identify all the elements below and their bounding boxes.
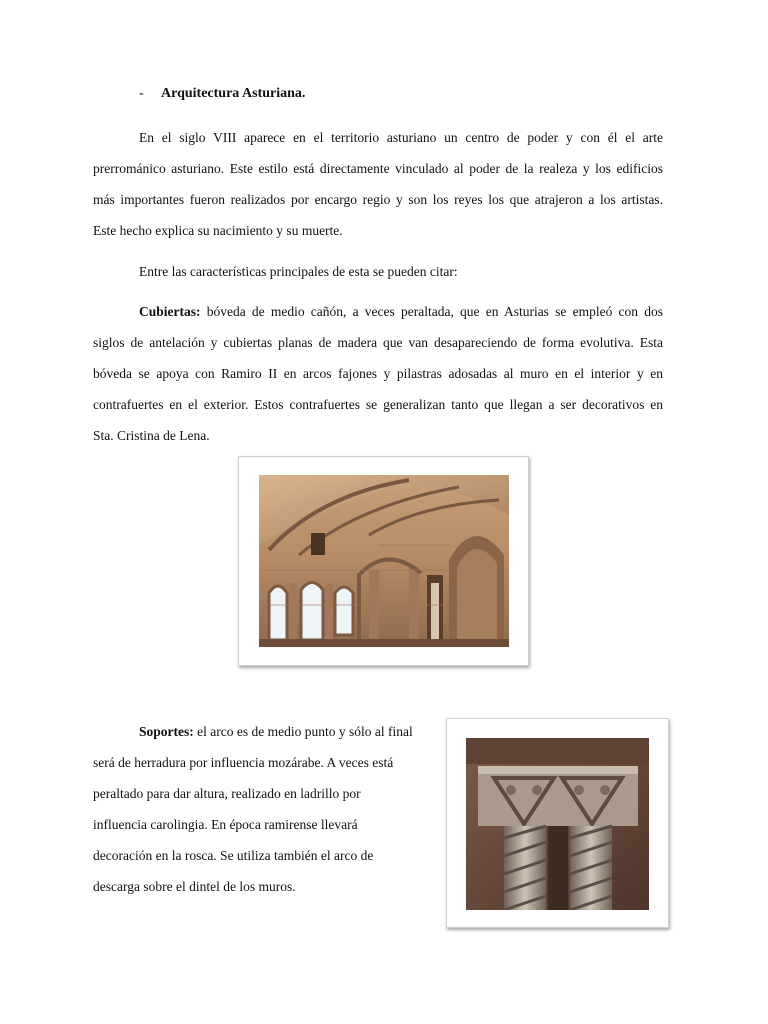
- heading-dash: -: [139, 86, 144, 101]
- paragraph-intro: [93, 122, 663, 246]
- carved-capital-photo: [466, 738, 649, 910]
- text-line: En el siglo VIII aparece en el territorio asturiano un centro de poder y con él el arte: [139, 130, 663, 145]
- text-line: Este hecho explica su nacimiento y su muerte.: [93, 223, 343, 238]
- church-interior-photo: [259, 475, 509, 647]
- text-fragment: el arco es de medio punto y sólo al final: [193, 724, 413, 739]
- text-line: será de herradura por influencia mozárabe. A veces está: [93, 755, 394, 770]
- text-line: bóveda se apoya con Ramiro II en arcos fajones y pilastras adosadas al muro en el interior y en: [93, 366, 663, 381]
- text-line: [93, 716, 423, 747]
- text-line: Entre las características principales de esta se pueden citar:: [139, 264, 458, 279]
- text-line: descarga sobre el dintel de los muros.: [93, 879, 296, 894]
- section-heading: [139, 86, 305, 102]
- text-fragment: bóveda de medio cañón, a veces peraltada, que en Asturias se empleó con dos: [200, 304, 663, 319]
- heading-title: Arquitectura Asturiana.: [161, 86, 306, 101]
- term-soportes: Soportes:: [139, 724, 194, 739]
- text-line: más importantes fueron realizados por encargo regio y son los reyes los que atrajeron a los artistas.: [93, 192, 663, 207]
- text-line: Sta. Cristina de Lena.: [93, 428, 210, 443]
- paragraph-cubiertas: [93, 296, 663, 451]
- paragraph-soportes: [93, 716, 423, 902]
- figure-interior-frame: [238, 456, 529, 666]
- text-line: siglos de antelación y cubiertas planas de madera que van desapareciendo de forma evolutiva. Esta: [93, 335, 663, 350]
- text-line: influencia carolingia. En época ramirense llevará: [93, 817, 358, 832]
- text-line: prerrománico asturiano. Este estilo está directamente vinculado al poder de la realeza y los edificios: [93, 161, 663, 176]
- term-cubiertas: Cubiertas:: [139, 304, 201, 319]
- text-line: decoración en la rosca. Se utiliza también el arco de: [93, 848, 374, 863]
- text-line: contrafuertes en el exterior. Estos contrafuertes se generalizan tanto que llegan a ser decorativos en: [93, 397, 663, 412]
- text-line: peraltado para dar altura, realizado en ladrillo por: [93, 786, 361, 801]
- text-line: [93, 296, 663, 327]
- paragraph-characteristics: [93, 256, 663, 287]
- figure-capital-frame: [446, 718, 669, 928]
